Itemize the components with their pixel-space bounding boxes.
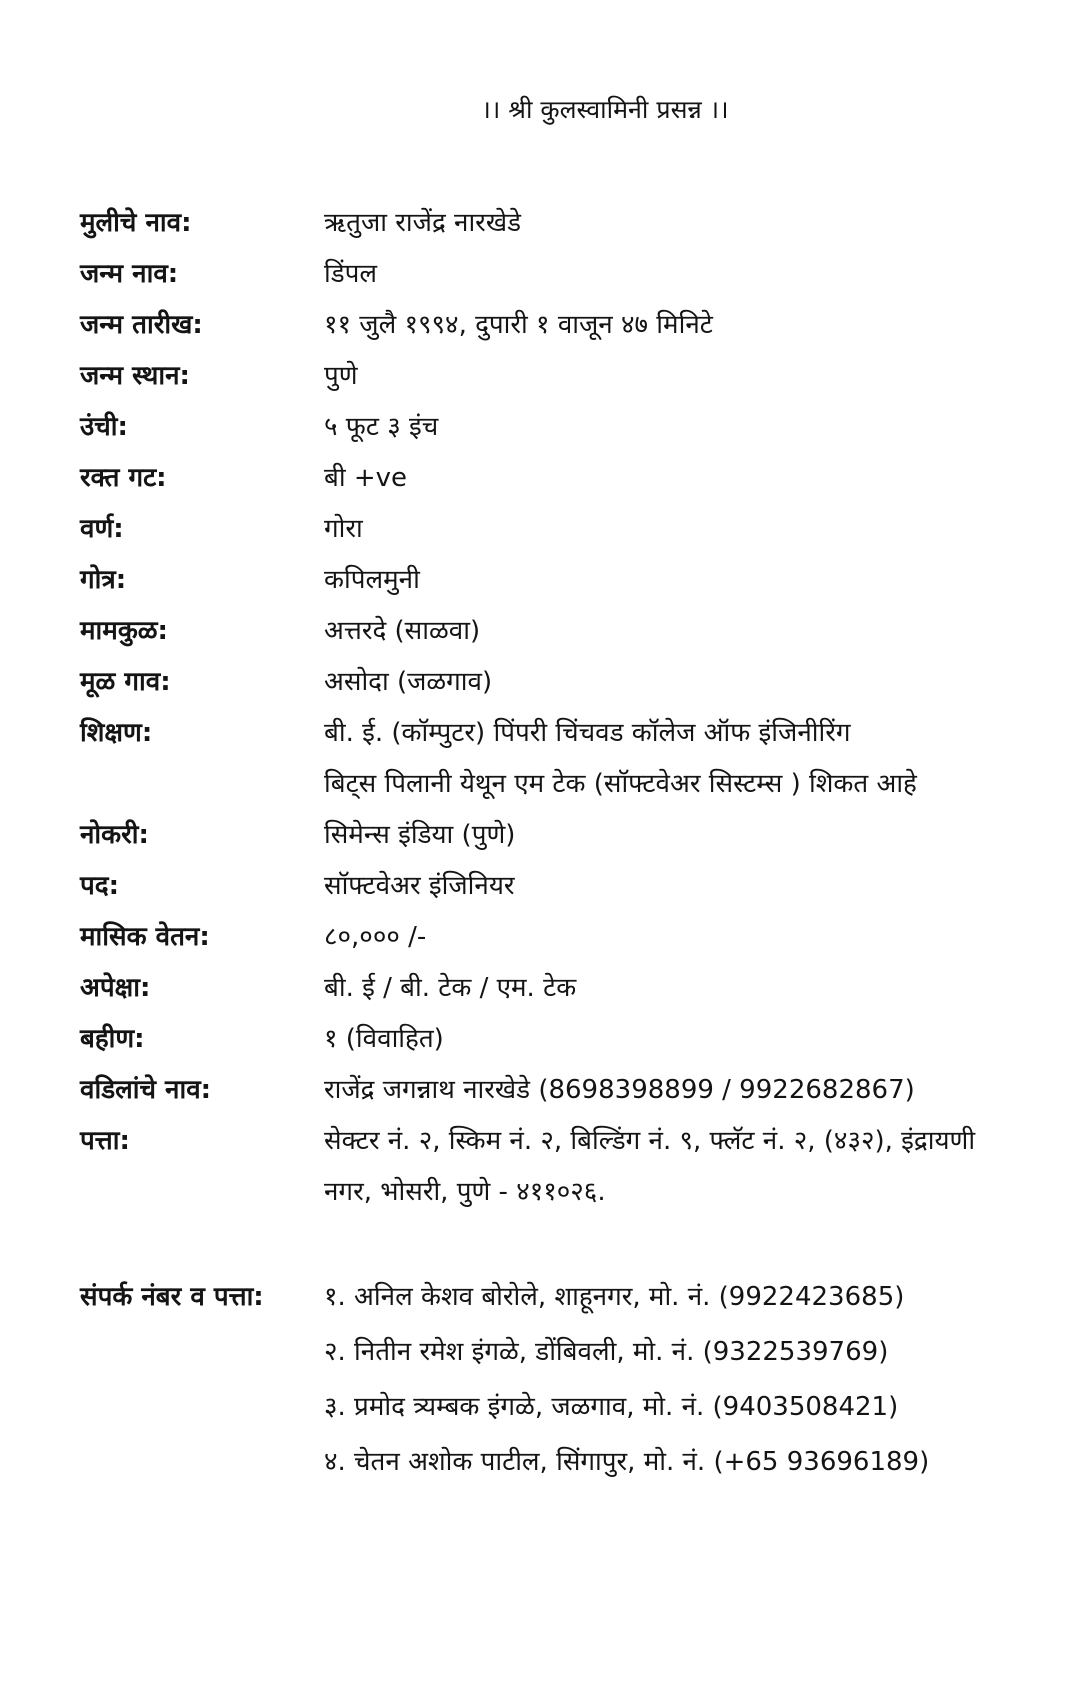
- detail-row: [80, 249, 980, 300]
- detail-row: [80, 1065, 980, 1116]
- detail-row: [80, 402, 980, 453]
- detail-row: [80, 198, 980, 249]
- contacts-label: संपर्क नंबर व पत्ता:: [80, 1282, 264, 1312]
- detail-value: [324, 198, 980, 249]
- detail-value-line: नगर, भोसरी, पुणे - ४११०२६.: [324, 1177, 606, 1207]
- detail-label: शिक्षण:: [80, 718, 153, 748]
- detail-value-line: पुणे: [324, 361, 358, 391]
- detail-row: [80, 351, 980, 402]
- detail-value-line: कपिलमुनी: [324, 565, 420, 595]
- detail-label: जन्म तारीख:: [80, 310, 203, 340]
- detail-label: पत्ता:: [80, 1126, 130, 1156]
- detail-value-line: डिंपल: [324, 259, 378, 289]
- detail-value-line: बिट्स पिलानी येथून एम टेक (सॉफ्टवेअर सिस्टम्स ) शिकत आहे: [324, 769, 917, 799]
- detail-value: [324, 402, 980, 453]
- detail-value: [324, 963, 980, 1014]
- detail-value: [324, 912, 980, 963]
- detail-value: [324, 300, 980, 351]
- detail-value: [324, 810, 980, 861]
- detail-value: [324, 453, 980, 504]
- detail-value-line: सेक्टर नं. २, स्किम नं. २, बिल्डिंग नं. ९, फ्लॅट नं. २, (४३२), इंद्रायणी: [324, 1126, 976, 1156]
- detail-row: [80, 657, 980, 708]
- contact-item: ४. चेतन अशोक पाटील, सिंगापुर, मो. नं. (+65 93696189): [324, 1447, 930, 1477]
- detail-value-line: बी. ई. (कॉम्पुटर) पिंपरी चिंचवड कॉलेज ऑफ इंजिनीरिंग: [324, 718, 851, 748]
- detail-value-line: बी +ve: [324, 463, 408, 493]
- detail-row: [80, 912, 980, 963]
- detail-label: जन्म स्थान:: [80, 361, 190, 391]
- detail-value: [324, 351, 980, 402]
- contacts-list: [324, 1270, 980, 1490]
- detail-value-line: १ (विवाहित): [324, 1024, 444, 1054]
- detail-label: वर्ण:: [80, 514, 124, 544]
- contact-item: २. नितीन रमेश इंगळे, डोंबिवली, मो. नं. (9322539769): [324, 1337, 889, 1367]
- detail-label: पद:: [80, 871, 119, 901]
- detail-label: वडिलांचे नाव:: [80, 1075, 212, 1105]
- detail-label: जन्म नाव:: [80, 259, 179, 289]
- detail-value: [324, 657, 980, 708]
- details-list: [80, 198, 980, 1218]
- detail-label: उंची:: [80, 412, 128, 442]
- detail-value-line: सॉफ्टवेअर इंजिनियर: [324, 871, 515, 901]
- contact-item: १. अनिल केशव बोरोले, शाहूनगर, मो. नं. (9922423685): [324, 1282, 905, 1312]
- detail-label: रक्त गट:: [80, 463, 167, 493]
- detail-value-line: सिमेन्स इंडिया (पुणे): [324, 820, 516, 850]
- detail-label: बहीण:: [80, 1024, 145, 1054]
- detail-value: [324, 1065, 980, 1116]
- detail-row: [80, 963, 980, 1014]
- detail-value-line: ११ जुलै १९९४, दुपारी १ वाजून ४७ मिनिटे: [324, 310, 713, 340]
- detail-label: मूळ गाव:: [80, 667, 171, 697]
- detail-row: [80, 708, 980, 810]
- detail-label: अपेक्षा:: [80, 973, 151, 1003]
- contacts-row: [80, 1270, 980, 1490]
- detail-value: [324, 708, 980, 810]
- detail-row: [80, 504, 980, 555]
- detail-value: [324, 1014, 980, 1065]
- detail-row: [80, 861, 980, 912]
- detail-row: [80, 453, 980, 504]
- detail-value-line: असोदा (जळगाव): [324, 667, 493, 697]
- detail-value-line: बी. ई / बी. टेक / एम. टेक: [324, 973, 577, 1003]
- detail-row: [80, 606, 980, 657]
- detail-row: [80, 810, 980, 861]
- detail-label: गोत्र:: [80, 565, 127, 595]
- detail-value-line: ५ फूट ३ इंच: [324, 412, 439, 442]
- detail-row: [80, 1116, 980, 1218]
- detail-label: मामकुळ:: [80, 616, 168, 646]
- detail-value-line: ८०,००० /-: [324, 922, 427, 952]
- detail-value: [324, 249, 980, 300]
- contact-item: ३. प्रमोद त्र्यम्बक इंगळे, जळगाव, मो. नं. (9403508421): [324, 1392, 899, 1422]
- detail-value-line: ऋतुजा राजेंद्र नारखेडे: [324, 208, 521, 238]
- detail-value-line: राजेंद्र जगन्नाथ नारखेडे (8698398899 / 9922682867): [324, 1075, 915, 1105]
- detail-label: मासिक वेतन:: [80, 922, 210, 952]
- detail-value: [324, 1116, 980, 1218]
- detail-value: [324, 861, 980, 912]
- detail-label: मुलीचे नाव:: [80, 208, 192, 238]
- detail-value-line: अत्तरदे (साळवा): [324, 616, 481, 646]
- detail-value: [324, 504, 980, 555]
- detail-row: [80, 1014, 980, 1065]
- invocation-heading: ।। श्री कुलस्वामिनी प्रसन्न ।।: [481, 95, 729, 124]
- detail-value-line: गोरा: [324, 514, 363, 544]
- detail-row: [80, 300, 980, 351]
- detail-value: [324, 555, 980, 606]
- detail-label: नोकरी:: [80, 820, 149, 850]
- contacts-section: [80, 1270, 980, 1490]
- detail-value: [324, 606, 980, 657]
- detail-row: [80, 555, 980, 606]
